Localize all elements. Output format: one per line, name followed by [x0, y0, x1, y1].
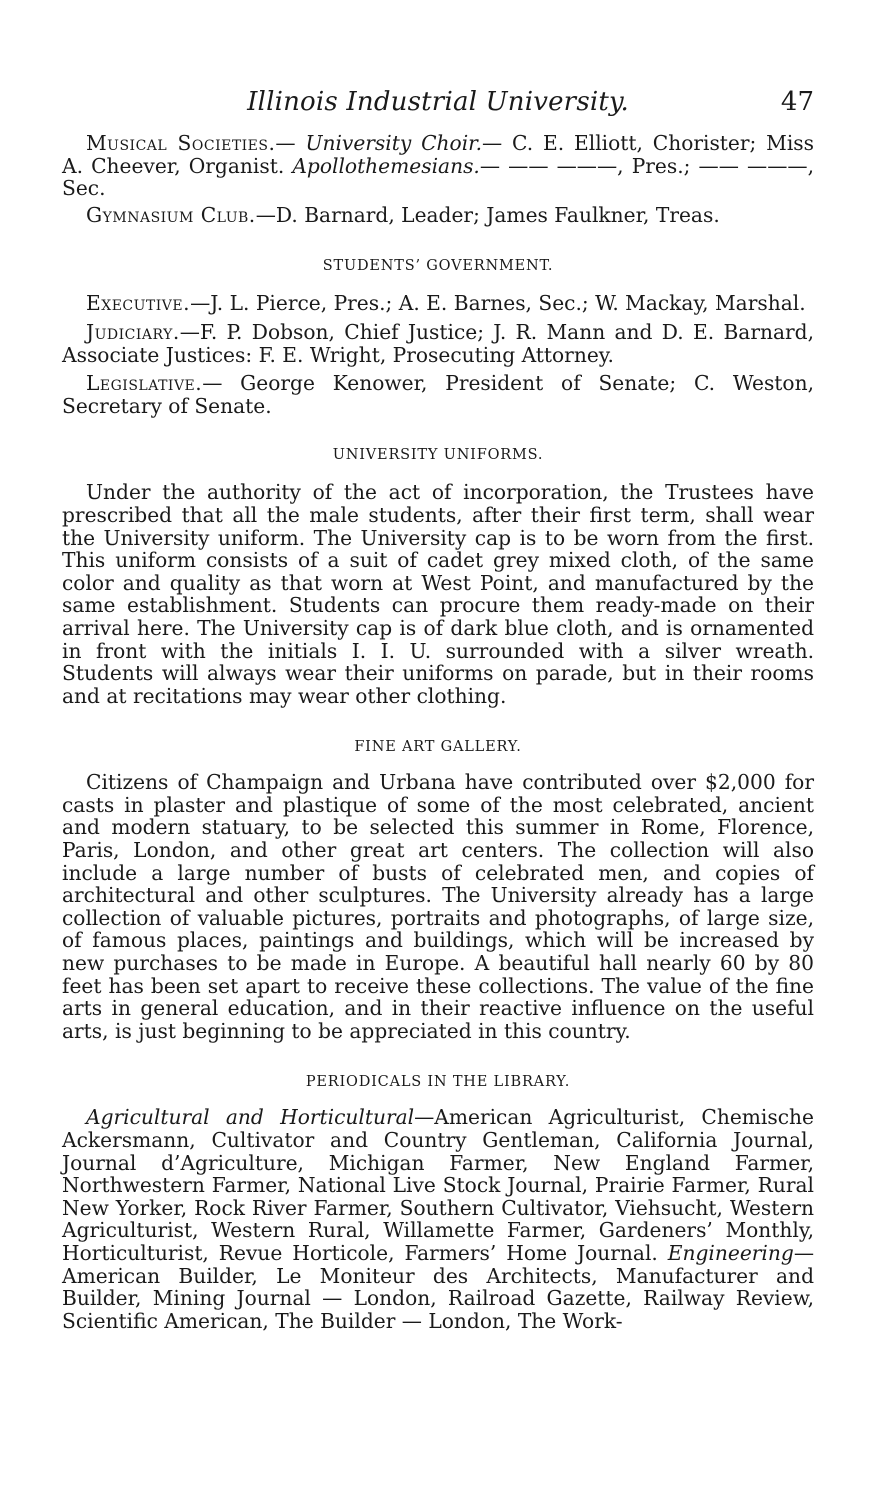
executive-paragraph — [62, 292, 814, 315]
university-uniforms-heading: UNIVERSITY UNIFORMS. — [332, 447, 544, 464]
engineering-text: —American Builder, Le Moniteur des Architects, Manufacturer and Builder, Mining Journal — London, Railroad Gazette, Railway Review, Scientific American, The Builder — London, The Work- — [62, 1240, 814, 1333]
judiciary-text: —F. P. Dobson, Chief Justice; J. R. Mann and D. E. Barnard, Associate Justices: F. E. Wright, Prosecuting Attorney. — [62, 319, 814, 367]
society-text: — —— ———, Pres.; —— ———, Sec. — [62, 153, 814, 201]
gymnasium-club-label: Gymnasium Club. — [86, 202, 256, 227]
students-government-heading: STUDENTS’ GOVERNMENT. — [322, 258, 554, 275]
running-head — [62, 82, 814, 122]
gymnasium-club-text: —D. Barnard, Leader; James Faulkner, Treas. — [255, 202, 720, 227]
legislative-text: — George Kenower, President of Senate; C. Weston, Secretary of Senate. — [62, 371, 814, 418]
gallery-paragraph: Citizens of Champaign and Urbana have contributed over $2,000 for casts in plaster and plastique of some of the most celebrated, ancient and modern statuary, to be selected this summer in Rome, Florence, Paris, London, and other great art centers. The collection will also include a large number of busts of celebrated men, and copies of architectural and other sculptures. The University already has a large collection of valuable pictures, portraits and photographs, of large size, of famous places, paintings and buildings, which will be increased by new purchases to be made in Europe. A beautiful hall nearly 60 by 80 feet has been set apart to receive these collections. The value of the fine arts in general education, and in their reactive influence on the useful arts, is just beginning to be appreciated in this country. — [62, 770, 814, 1043]
periodicals-paragraph — [62, 1106, 814, 1332]
gymnasium-club-paragraph — [62, 204, 814, 227]
agricultural-label: Agricultural and Horticultural — [86, 1105, 415, 1130]
musical-dash: — — [275, 131, 306, 155]
legislative-paragraph — [62, 372, 814, 417]
document-page — [62, 82, 814, 1332]
choir-name: University Choir. — [305, 131, 483, 155]
running-title: Illinois Industrial University. — [247, 87, 629, 117]
judiciary-paragraph — [62, 321, 814, 366]
page-number: 47 — [780, 87, 814, 117]
periodicals-heading: PERIODICALS IN THE LIBRARY. — [305, 1074, 571, 1091]
executive-label: Executive. — [86, 291, 191, 316]
uniforms-paragraph: Under the authority of the act of incorporation, the Trustees have prescribed that all the male students, after their first term, shall wear the University uniform. The University cap is to be worn from the first. This uniform consists of a suit of cadet grey mixed cloth, of the same color and quality as that worn at West Point, and manufactured by the same establishment. Students can procure them ready-made on their arrival here. The University cap is of dark blue cloth, and is ornamented in front with the initials I. I. U. surrounded with a silver wreath. Students will always wear their uniforms on parade, but in their rooms and at recitations may wear other clothing. — [62, 480, 814, 708]
choir-text: — C. E. Elliott, Chorister; Miss A. Cheever, Organist. — [62, 131, 815, 178]
musical-societies-paragraph — [62, 132, 814, 200]
engineering-label: Engineering — [667, 1240, 794, 1265]
musical-societies-label: Musical Societies. — [86, 131, 276, 155]
judiciary-label: Judiciary. — [86, 319, 180, 344]
society-name: Apollothemesians. — [292, 153, 480, 178]
agricultural-text: —American Agriculturist, Chemische Ackersmann, Cultivator and Country Gentleman, California Journal, Journal d’Agriculture, Michigan Farmer, New England Farmer, Northwestern Farmer, National Live Stock Journal, Prairie Farmer, Rural New Yorker, Rock River Farmer, Southern Cultivator, Viehsucht, Western Agriculturist, Western Rural, Willamette Farmer, Gardeners’ Monthly, Horticulturist, Revue Horticole, Farmers’ Home Journal. — [62, 1105, 814, 1265]
executive-text: —J. L. Pierce, Pres.; A. E. Barnes, Sec.; W. Mackay, Marshal. — [190, 291, 806, 316]
legislative-label: Legislative. — [86, 371, 203, 396]
fine-art-gallery-heading: FINE ART GALLERY. — [354, 739, 522, 756]
